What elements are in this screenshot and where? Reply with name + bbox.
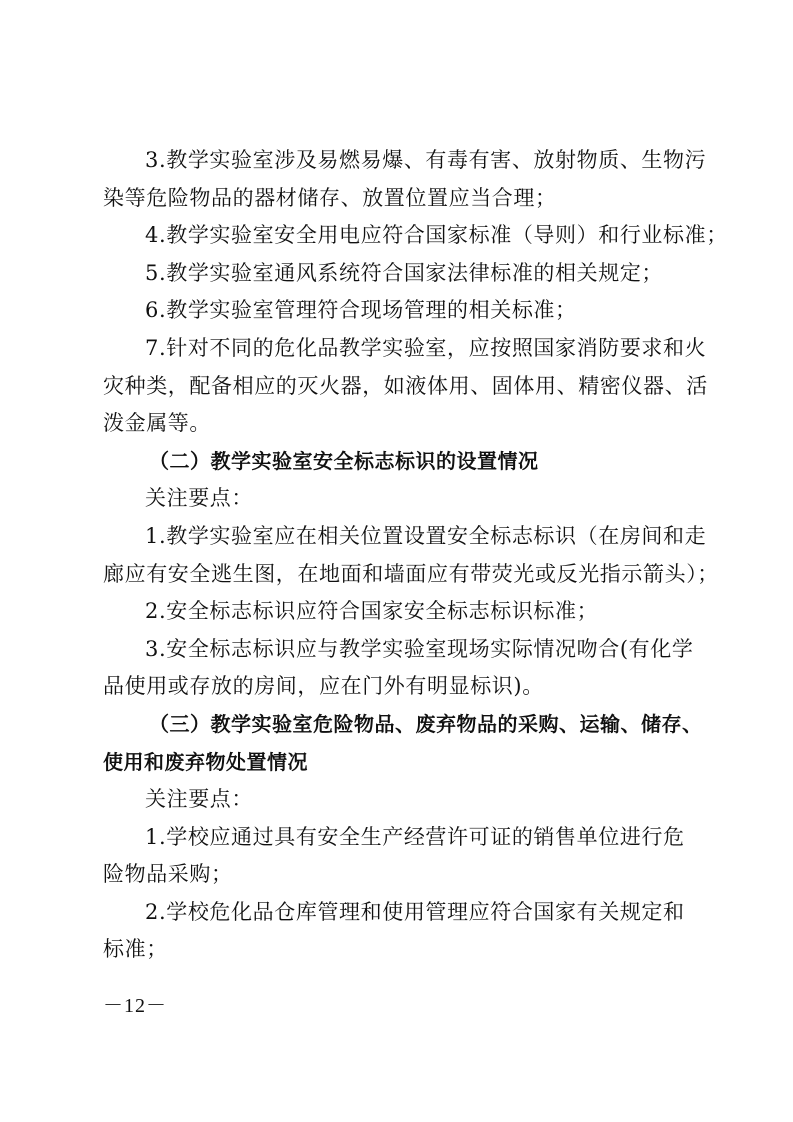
paragraph-line: 险物品采购； [103, 862, 233, 887]
paragraph-line: 染等危险物品的器材储存、放置位置应当合理； [103, 185, 557, 210]
paragraph-line: 泼金属等。 [103, 411, 211, 436]
paragraph-line: 2.学校危化品仓库管理和使用管理应符合国家有关规定和 [145, 899, 685, 924]
paragraph-line: 1.学校应通过具有安全生产经营许可证的销售单位进行危 [145, 824, 685, 849]
page-number: －12－ [103, 995, 167, 1017]
section-heading: （二）教学实验室安全标志标识的设置情况 [149, 448, 539, 473]
section-heading: 使用和废弃物处置情况 [103, 749, 308, 774]
paragraph-line: 5.教学实验室通风系统符合国家法律标准的相关规定； [145, 260, 664, 285]
section-heading: （三）教学实验室危险物品、废弃物品的采购、运输、储存、 [149, 711, 703, 736]
paragraph-line: 关注要点： [145, 486, 253, 511]
paragraph-line: 标准； [103, 937, 168, 962]
paragraph-line: 3.安全标志标识应与教学实验室现场实际情况吻合(有化学 [145, 636, 694, 661]
paragraph-line: 1.教学实验室应在相关位置设置安全标志标识（在房间和走 [145, 523, 707, 548]
paragraph-line: 品使用或存放的房间，应在门外有明显标识)。 [103, 674, 544, 699]
document-body [103, 142, 728, 969]
paragraph-line: 廊应有安全逃生图，在地面和墙面应有带荧光或反光指示箭头）； [103, 561, 719, 586]
paragraph-line: 3.教学实验室涉及易燃易爆、有毒有害、放射物质、生物污 [145, 148, 707, 172]
paragraph-line: 2.安全标志标识应符合国家安全标志标识标准； [145, 599, 599, 624]
paragraph-line: 7.针对不同的危化品教学实验室，应按照国家消防要求和火 [145, 335, 707, 360]
paragraph-line: 关注要点： [145, 787, 253, 812]
paragraph-line: 4.教学实验室安全用电应符合国家标准（导则）和行业标准； [145, 223, 728, 248]
paragraph-line: 灾种类，配备相应的灭火器，如液体用、固体用、精密仪器、活 [103, 373, 708, 398]
paragraph-line: 6.教学实验室管理符合现场管理的相关标准； [145, 298, 577, 323]
